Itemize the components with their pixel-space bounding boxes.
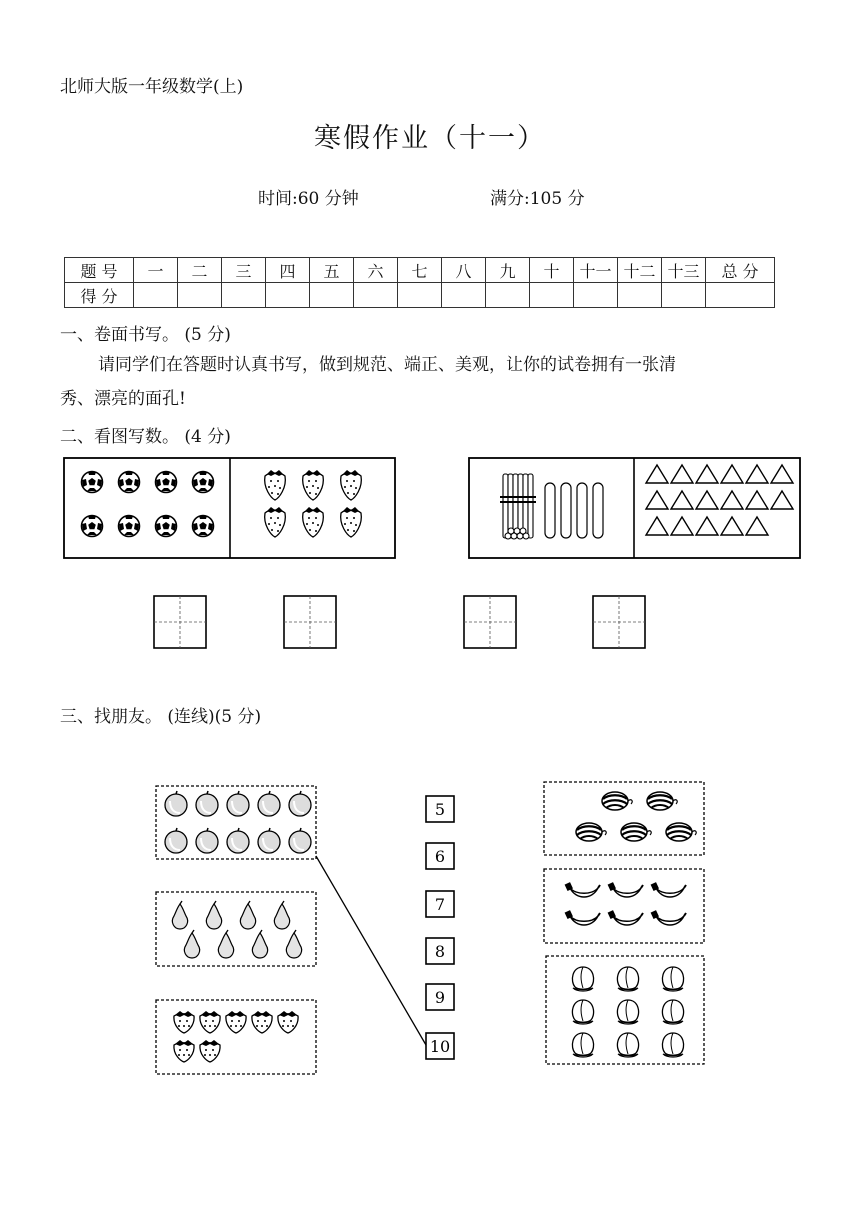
peach-icon	[662, 967, 683, 991]
number-label: 10	[429, 1037, 451, 1056]
banana-icon	[608, 910, 643, 925]
pear-icon	[274, 901, 289, 929]
pear-icon	[218, 930, 233, 958]
banana-icon	[608, 882, 643, 897]
apple-icon	[196, 791, 218, 816]
subject-header: 北师大版一年级数学(上)	[60, 77, 244, 97]
stick-icon	[593, 483, 603, 538]
banana-icon	[651, 910, 686, 925]
stick-icon	[577, 483, 587, 538]
watermelon-icon	[621, 823, 651, 841]
banana-icon	[565, 882, 600, 897]
peach-icon	[572, 1033, 593, 1057]
answer-box[interactable]	[464, 596, 516, 648]
watermelon-icon	[647, 792, 677, 810]
apple-group	[165, 791, 311, 853]
watermelon-icon	[602, 792, 632, 810]
pear-group	[172, 901, 301, 958]
strawberry-icon	[174, 1040, 194, 1062]
number-box-7[interactable]	[426, 891, 454, 917]
watermelon-icon	[576, 823, 606, 841]
table-cell: 十三	[662, 258, 706, 283]
stick-bundle-icon	[500, 474, 536, 539]
table-cell: 十二	[618, 258, 662, 283]
number-boxes	[426, 796, 454, 1059]
watermelon-group-box[interactable]	[544, 782, 704, 855]
strawberry-group-small	[174, 1011, 298, 1062]
soccer-ball-icon	[193, 516, 214, 537]
page-title: 寒假作业（十一）	[314, 123, 546, 154]
apple-icon	[227, 791, 249, 816]
answer-box[interactable]	[154, 596, 206, 648]
apple-icon	[289, 828, 311, 853]
table-cell: 二	[178, 258, 222, 283]
full-score: 满分:105 分	[490, 189, 585, 209]
pear-icon	[252, 930, 267, 958]
section-1-text-line2: 秀、漂亮的面孔!	[60, 389, 186, 409]
peach-icon	[617, 1033, 638, 1057]
answer-box[interactable]	[593, 596, 645, 648]
apple-icon	[227, 828, 249, 853]
pear-icon	[172, 901, 187, 929]
apple-icon	[165, 791, 187, 816]
peach-icon	[617, 967, 638, 991]
table-cell: 五	[310, 258, 354, 283]
table-cell: 题 号	[65, 258, 134, 283]
soccer-ball-icon	[193, 472, 214, 493]
number-label: 9	[434, 988, 446, 1007]
table-cell: 六	[354, 258, 398, 283]
stick-icon	[561, 483, 571, 538]
strawberry-icon	[278, 1011, 298, 1033]
soccer-ball-icon	[156, 472, 177, 493]
pear-icon	[286, 930, 301, 958]
apple-icon	[196, 828, 218, 853]
table-cell: 总 分	[706, 258, 775, 283]
pear-icon	[206, 901, 221, 929]
section-1-text-line1: 请同学们在答题时认真书写，做到规范、端正、美观，让你的试卷拥有一张清	[98, 355, 676, 375]
apple-icon	[165, 828, 187, 853]
table-cell: 三	[222, 258, 266, 283]
number-box-6[interactable]	[426, 843, 454, 869]
number-label: 6	[434, 847, 446, 866]
example-connect-line	[316, 856, 426, 1045]
stick-icon	[545, 483, 555, 538]
soccer-ball-icon	[156, 516, 177, 537]
peach-group	[572, 967, 683, 1057]
pear-icon	[184, 930, 199, 958]
peach-icon	[617, 1000, 638, 1024]
watermelon-icon	[666, 823, 696, 841]
strawberry-icon	[252, 1011, 272, 1033]
table-cell: 九	[486, 258, 530, 283]
strawberry-icon	[174, 1011, 194, 1033]
apple-icon	[289, 791, 311, 816]
soccer-ball-icon	[82, 516, 103, 537]
peach-icon	[572, 967, 593, 991]
number-label: 7	[434, 895, 446, 914]
strawberry-icon	[200, 1040, 220, 1062]
peach-icon	[572, 1000, 593, 1024]
number-box-8[interactable]	[426, 938, 454, 964]
pear-icon	[240, 901, 255, 929]
table-cell: 得 分	[65, 283, 134, 308]
number-box-9[interactable]	[426, 984, 454, 1010]
peach-icon	[662, 1000, 683, 1024]
answer-box[interactable]	[284, 596, 336, 648]
apple-icon	[258, 791, 280, 816]
number-box-5[interactable]	[426, 796, 454, 822]
section-3-heading: 三、找朋友。 (连线)(5 分)	[60, 707, 262, 727]
table-cell: 七	[398, 258, 442, 283]
peach-icon	[662, 1033, 683, 1057]
banana-group-box[interactable]	[544, 869, 704, 943]
banana-icon	[651, 882, 686, 897]
banana-icon	[565, 910, 600, 925]
table-cell: 一	[134, 258, 178, 283]
apple-icon	[258, 828, 280, 853]
strawberry-icon	[226, 1011, 246, 1033]
table-cell: 八	[442, 258, 486, 283]
table-cell: 十	[530, 258, 574, 283]
strawberry-icon	[200, 1011, 220, 1033]
banana-group	[565, 882, 686, 925]
section-1-heading: 一、卷面书写。 (5 分)	[60, 325, 231, 345]
soccer-ball-icon	[119, 472, 140, 493]
number-label: 8	[434, 942, 446, 961]
number-box-10[interactable]	[426, 1033, 454, 1059]
number-label: 5	[434, 800, 446, 819]
table-cell: 四	[266, 258, 310, 283]
soccer-ball-icon	[82, 472, 103, 493]
soccer-ball-icon	[119, 516, 140, 537]
time-limit: 时间:60 分钟	[258, 189, 359, 209]
watermelon-group	[576, 792, 696, 841]
section-2-heading: 二、看图写数。 (4 分)	[60, 427, 231, 447]
table-cell: 十一	[574, 258, 618, 283]
